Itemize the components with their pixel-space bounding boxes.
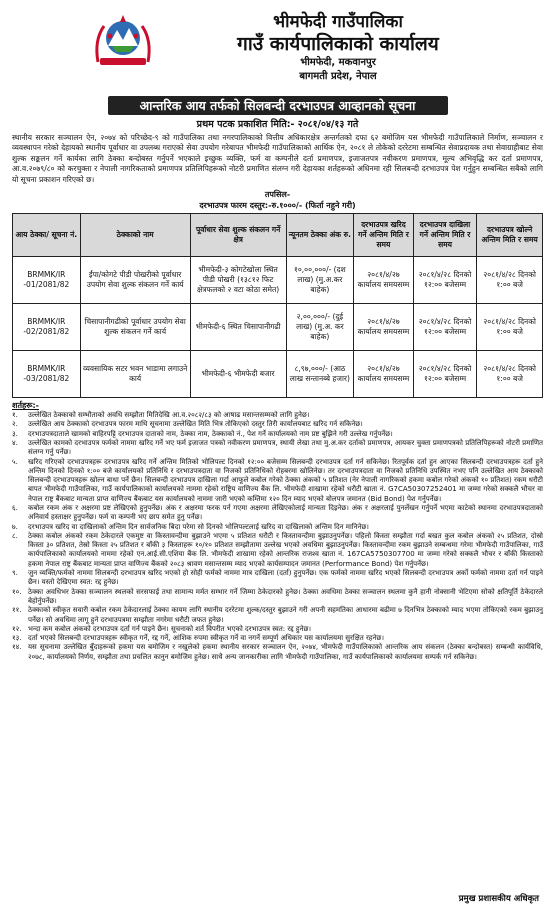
table-cell: २०८१/४/२८ दिनको १:०० बजे [477, 257, 543, 304]
table-cell: २०८१/४/२८ दिनको १२:०० बजेसम्म [413, 257, 477, 304]
intro-paragraph: स्थानीय सरकार सञ्चालन ऐन, २०७४ को परिच्छेद-९ को गाउँपालिका तथा नगरपालिकाको वित्तीय अधिकारक्षेत्र अन्तर्गतको दफा ६२ बमोजिम यस भीमफेदी गाउँपालिकाले निर्माण, सञ्चालन र व्यवस्थापन गरेको देहायको स्थानीय पूर्वाधार वा उपलब्ध गराएको सेवा उपयोग गरेबापत भीमफेदी गाउँपालिकाको आर्थिक ऐन, २०८१ ले तोकेको दररेटमा सम्बन्धित सेवाप्रदायक तथा सेवाग्राहीबाट सेवा शुल्क सङ्कलन गर्ने कार्यका लागि ठेक्का बन्दोबस्त गर्नुपर्ने भएकाले इच्छुक व्यक्ति, फर्म वा कम्पनीले दर्ता प्रमाणपत्र, इजाजतपत्र नवीकरण प्रमाणपत्र, मूल्य अभिवृद्धि कर दर्ता प्रमाणपत्र, आ.व.२०७९/८० को करचुक्ता र नेपाली नागरिकताको प्रमाणपत्र प्रतिलिपिहरूको नोटरी प्रमाणित संलग्न गरी देहायका शर्तहरूको अधिनमा रही सिलबन्दी दरभाउपत्र पेश गर्नुहुन सम्बन्धित सबैको लागि यो सूचना प्रकाशन गरिएको छ। [12, 133, 543, 184]
table-row [13, 351, 543, 398]
table-cell: २०८१/४/२८ दिनको १:०० बजे [477, 304, 543, 351]
condition-number: ६. [12, 504, 18, 512]
letterhead-text [198, 12, 478, 84]
conditions-heading: शर्तहरू:- [12, 401, 39, 411]
office-address: भीमफेदी, मकवानपुर [300, 57, 376, 68]
table-cell: २०८१/४/२७ कार्यालय समयसम्म [354, 351, 414, 398]
condition-text: दर्ता भएको सिलबन्दी दरभाउपत्रहरू स्वीकृत गर्ने, रद्द गर्ने, आंशिक रुपमा स्वीकृत गर्ने वा नगर्ने सम्पूर्ण अधिकार यस कार्यालयमा सुरक्षित रहनेछ। [28, 634, 384, 643]
condition-item [12, 569, 543, 588]
condition-item [12, 430, 543, 439]
table-cell: BRMMK/IR -02/2081/82 [13, 304, 81, 351]
publish-date: प्रथम पटक प्रकाशित मिति:- २०८१/०४/१३ गते [196, 119, 359, 130]
table-cell: २०८१/४/२८ दिनको १:०० बजे [477, 351, 543, 398]
condition-number: १. [12, 411, 18, 420]
condition-text: भन्दा कम कबोल अंकको दरभाउपत्र दर्ता गर्न पाइने छैन। सूचनाको शर्त विपरीत भएको दरभाउपत्र स्वत: रद्द हुनेछ। [28, 624, 312, 633]
condition-item [12, 411, 543, 420]
municipality-name: भीमफेदी गाउँपालिका [273, 12, 403, 32]
table-cell: ८,९७,०००/- (आठ लाख सन्तानब्बे हजार) [286, 351, 354, 398]
condition-text: उल्लेखित कामको दरभाउपत्र फर्मको नाममा खरिद गर्ने भए फर्म इजाजत पत्रको नवीकरण प्रमाणपत्र, स्थायी लेखा तथा मु.अ.कर दर्ताको प्रमाणपत्र, आयकर चुक्ता प्रमाणपत्रको प्रतिलिपिहरूको नोटरी प्रमाणित संलग्न गर्नु पर्नेछ। [28, 438, 543, 457]
table-cell: ईंपा/कोगटे पीडी पोखरीको पूर्वाधार उपयोग सेवा शुल्क संकलन गर्ने कार्य [80, 257, 190, 304]
condition-item [12, 588, 543, 607]
condition-number: ७. [12, 522, 18, 531]
table-cell: २०८१/४/२७ कार्यालय समयसम्म [354, 304, 414, 351]
table-cell: २०८१/४/२८ दिनको १२:०० बजेसम्म [413, 351, 477, 398]
condition-item [12, 439, 543, 458]
notice-title: आन्तरिक आय तर्फको सिलबन्दी दरभाउपत्र आव्हानको सूचना [108, 96, 448, 115]
condition-number: १३. [12, 634, 22, 643]
table-cell: भीमफेदी-३ कोगटेखोला स्थित पीडी पोखरी (१३८१२ फिट क्षेत्रफलको २ वटा कोठा समेत) [190, 257, 286, 304]
condition-number: १२. [12, 624, 22, 633]
condition-item [12, 458, 543, 504]
col-header: दरभाउपत्र दाखिला गर्ने अन्तिम मिति र समय [413, 214, 477, 257]
condition-text: जुन व्यक्ति/फर्मको नाममा सिलबन्दी दरभाउपत्र खरिद भएको हो सोही फर्मको नाममा मात्र दाखिला (दर्ता) हुनुपर्नेछ। एक फर्मको नाममा खरिद भएको सिलबन्दी दरभाउपत्र अर्को फर्मको नाममा दर्ता गर्न पाइने छैन। यस्तो देखिएमा स्वत: रद्द हुनेछ। [28, 569, 543, 587]
condition-text: खरिद गरिएको दरभाउपत्रहरू दरभाउपत्र खरिद गर्ने अन्तिम मितिको भोलिपल्ट दिनको १२:०० बजेसम्म सिलबन्दी दरभाउपत्र दर्ता गर्न सकिनेछ। रितपूर्वक दर्ता हुन आएका सिलबन्दी दरभाउपत्रहरू दर्ता हुने अन्तिम दिनको दिनको १:०० बजे कार्यालयको प्रतिनिधि र दरभाउपत्रदाता वा निजको प्रतिनिधिको रोहबरमा खोलिनेछ। तर दरभाउपत्रदाता वा निजको प्रतिनिधि उपस्थित नभए पनि उल्लेखित आय ठेक्काको सिलबन्दी दरभाउपत्रहरू खोल्न बाधा पर्ने छैन। सिलबन्दी दरभाउपत्र दाखिला गर्दा आफूले कबोल गरेको ठेक्का अंकको ५ प्रतिशत (नेर नेपाली नागरिकको हकमा कबोल गरेको अंकको १० प्रतिशत) रकम धरौटी बापत भीमफेदी गाउँपालिका, गाउँ कार्यपालिकाको कार्यालयको नाममा रहेको राष्ट्रिय वाणिज्य बैंक लि. भीमफेदी शाखामा रहेको धरौटी खाता नं. G7CA50307252401 मा जम्मा गरेको सक्कलै भौचर वा नेपाल राष्ट्र बैंकबाट मान्यता प्राप्त वाणिज्य बैंकबाट यस कार्यालयको नाममा जारी भएको कम्तिमा १२० दिन म्याद भएको बोलपत्र जमानत (Bid Bond) पेश गर्नुपर्नेछ। [28, 457, 543, 503]
office-name: गाउँ कार्यपालिकाको कार्यालय [237, 33, 439, 55]
signatory-title: प्रमुख प्रशासकीय अधिकृत [458, 894, 539, 904]
condition-text: यस सूचनामा उल्लेखित बुँदाहरूको हकमा यस बमोजिम र नखुलेको हकमा स्थानीय सरकार सञ्चालन ऐन, २०७४, भीमफेदी गाउँपालिकाको आन्तरिक आय संकलन (ठेक्का बन्दोबस्त) सम्बन्धी कार्यविधि, २०७८, कार्यालयको निर्णय, सम्झौता तथा प्रचलित कानुन बमोजिम हुनेछ। साथै अन्य जानकारीका लागि भीमफेदी गाउँपालिका, गाउँ कार्यपालिकाको कार्यालयमा सम्पर्क गर्न सकिनेछ। [28, 643, 543, 661]
condition-item [12, 420, 543, 429]
condition-number: ४. [12, 438, 18, 447]
schedule-heading: तपसिल- [264, 190, 291, 200]
col-header: पूर्वाधार सेवा शुल्क संकलन गर्ने क्षेत्र [190, 214, 286, 257]
col-header: ठेक्काको नाम [80, 214, 190, 257]
condition-item [12, 643, 543, 662]
condition-text: ठेक्का कबोल अंकको रकम ठेकेदारले एकमुष्ट वा किस्तावन्दीमा बुझाउने भएमा ५ प्रतिशत धरौटी र किस्तावन्दीमा बुझाउनुपर्नेछ। पहिलो किस्ता सम्झौता गर्दा बखत कुल कबोल अंकको २५ प्रतिशत, दोस्रो किस्ता ३० प्रतिशत, तेस्रो किस्ता २५ प्रतिशत र बाँकी ३ किस्ताहरू १०/१० प्रतिशत सम्झौतामा उल्लेख भएको अवधिमा बुझाउनुपर्नेछ। किस्तावन्दीमा रकम बुझाउने सम्बन्धमा गरेमा भीमफेदी गाउँपालिका, गाउँ कार्यपालिकाको कार्यालयको नाममा रहेको एन.आई.सी.एशिया बैंक लि. भीमफेदी शाखामा रहेको आन्तरिक राजश्व खाता नं. 167CA5750307700 मा जम्मा गरेको सक्कलै भौचर र बाँकी किस्ताको हकमा नेपाल राष्ट्र बैंकबाट मान्यता प्राप्त वाणिज्य बैंकको २०८३ श्रावण मसान्तसम्म म्याद भएको कार्यसम्पादन जमानत (Performance Bond) पेश गर्नुपर्नेछ। [28, 531, 543, 568]
condition-number: ९. [12, 569, 18, 578]
form-fee: दरभाउपत्र फारम दस्तुर:-रु.१०००/- (फिर्ता नहुने गरी) [199, 201, 356, 211]
condition-text: दरभाउपत्रदाताले खामको बाहिरपट्टि दरभाउपत्र दाताको नाम, ठेक्का नाम, ठेक्काको नं., पेश गर्ने कार्यालयको नाम प्रष्ट बुझिने गरी उल्लेख गर्नुपर्नेछ। [28, 429, 393, 438]
nepal-emblem-icon [90, 10, 156, 70]
condition-text: दरभाउपत्र खरिद वा दाखिलाको अन्तिम दिन सार्वजनिक बिदा परेमा सो दिनको भोलिपल्टलाई खरिद वा दाखिलाको अन्तिम दिन मानिनेछ। [28, 522, 369, 531]
table-row [13, 304, 543, 351]
col-header: दरभाउपत्र खरिद गर्ने अन्तिम मिति र समय [354, 214, 414, 257]
table-cell: २०८१/४/२८ दिनको १२:०० बजेसम्म [413, 304, 477, 351]
condition-number: १४. [12, 643, 22, 652]
table-cell: २,००,०००/- (दुई लाख) (मु.अ. कर बाहेक) [286, 304, 354, 351]
condition-item [12, 504, 543, 523]
condition-number: ११. [12, 606, 22, 615]
condition-item [12, 523, 543, 532]
condition-text: ठेक्का अवधिभर ठेक्का सञ्चालन स्थलको सरसफाई तथा सामान्य मर्मत सम्भार गर्ने जिम्मा ठेकेदारको हुनेछ। ठेक्का अवधिमा ठेक्का सञ्चालन स्थलमा कुनै हानी नोक्सानी भेटिएमा सोको क्षतिपूर्ति ठेकेदारले बेहोर्नुपर्नेछ। [28, 587, 543, 605]
table-row [13, 257, 543, 304]
col-header: आय ठेक्का/ सूचना नं. [13, 214, 81, 257]
condition-item [12, 532, 543, 569]
contract-table [12, 213, 543, 398]
letterhead [12, 6, 543, 94]
col-header: न्यूनतम ठेक्का अंक रु. [286, 214, 354, 257]
table-cell: BRMMK/IR -03/2081/82 [13, 351, 81, 398]
condition-text: उल्लेखित ठेक्काको सम्भौताको अवधि सम्झौता मितिदेखि आ.व.२०८२/८३ को आषाढ मसान्तसम्मको लागि हुनेछ। [28, 411, 310, 420]
table-header-row [13, 214, 543, 257]
table-cell: BRMMK/IR -01/2081/82 [13, 257, 81, 304]
table-cell: २०८१/४/२७ कार्यालय समयसम्म [354, 257, 414, 304]
table-cell: १०,००,०००/- (दश लाख) (मु.अ.कर बाहेक) [286, 257, 354, 304]
conditions-list [12, 411, 543, 662]
condition-item [12, 606, 543, 625]
condition-number: ५. [12, 457, 18, 466]
condition-number: २. [12, 420, 18, 429]
condition-number: ३. [12, 429, 18, 438]
table-cell: भीमफेदी-६ स्थित चिसापानीगढी [190, 304, 286, 351]
condition-text: उल्लेखित आय ठेक्काको दरभाउपत्र फारम माथि सूचनामा उल्लेखित मिति भित्र तोकिएको दस्तुर तिरी कार्यालयबाट खरिद गर्न सकिनेछ। [28, 420, 363, 429]
condition-text: कबोल रकम अंक र अक्षरमा प्रष्ट लेखिएको हुनुपर्नेछ। अंक र अक्षरमा फरक पर्न गएमा अक्षरमा लेखिएकोलाई मान्यता दिइनेछ। अंक र अक्षरलाई पुनर्लेखन गर्नुपर्ने भएमा काटेको स्थानमा दरभाउपत्रदाताको अनिवार्य हस्ताक्षर हुनुपर्नेछ। फर्म वा कम्पनी भए छाप समेत हुनु पर्नेछ। [28, 504, 543, 522]
table-cell: भीमफेदी-६ भीमफेदी बजार [190, 351, 286, 398]
table-cell: चिसापानीगढीको पूर्वाधार उपयोग सेवा शुल्क संकलन गर्ने कार्य [80, 304, 190, 351]
condition-item [12, 625, 543, 634]
condition-number: ८. [12, 531, 18, 540]
condition-text: ठेक्काको स्वीकृत सवारी कबोल रकम ठेकेदारलाई ठेक्का कायम लागि स्थानीय दररेटमा शुल्क/दस्तुर बुझाउने गरी अपनी सहमतिका आधारमा बढीमा ७ दिनभित्र ठेक्काको म्याद भएमा तोकिएको रकम बुझाउनु पर्नेछ। सो अवधिमा लागू हुने दरभाउपत्रमा सम्झौता नगरेमा धरौटी जफत हुनेछ। [28, 606, 543, 624]
table-cell: व्यवसायिक सटर भवन भाडामा लगाउने कार्य [80, 351, 190, 398]
province-country: बागमती प्रदेश, नेपाल [299, 71, 377, 82]
col-header: दरभाउपत्र खोल्ने अन्तिम मिति र समय [477, 214, 543, 257]
condition-number: १०. [12, 587, 22, 596]
